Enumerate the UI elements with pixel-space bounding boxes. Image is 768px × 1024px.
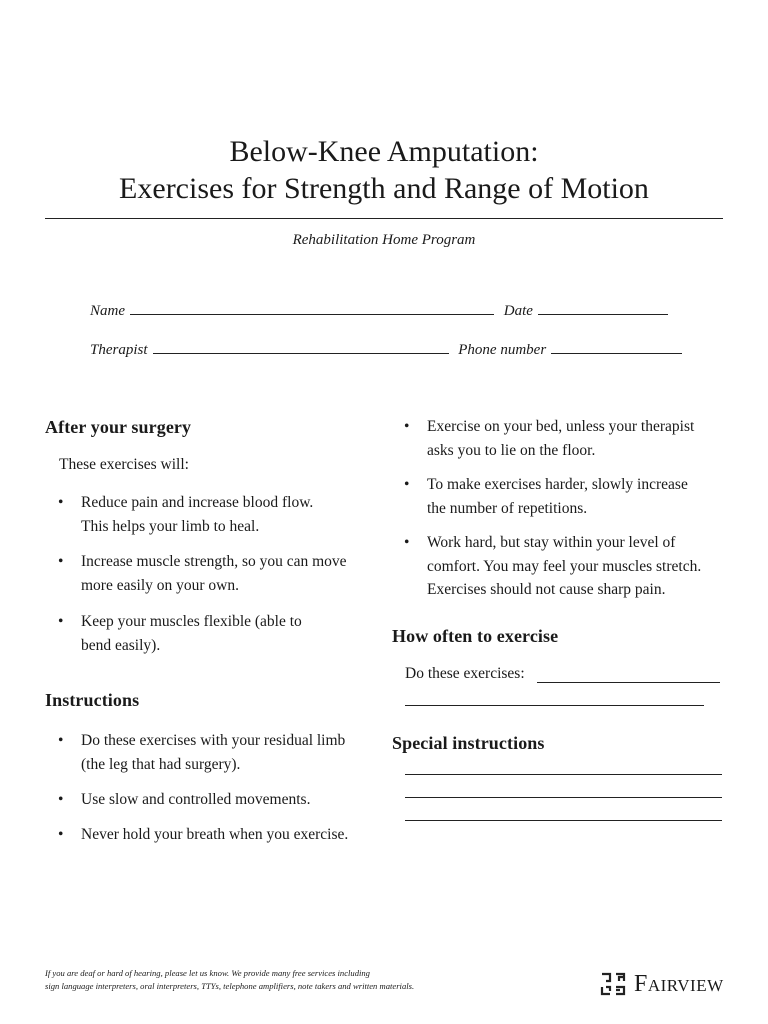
name-date-row (90, 300, 674, 320)
date-label: Date (503, 303, 533, 319)
after-surgery-heading: After your surgery (45, 417, 192, 437)
how-often-field-line-2[interactable] (405, 705, 704, 706)
name-field[interactable] (130, 300, 494, 315)
subtitle: Rehabilitation Home Program (292, 232, 476, 248)
after-surgery-intro: These exercises will: (59, 456, 189, 473)
title-divider (45, 218, 723, 219)
list-item: • Keep your muscles flexible (able to bend easily). (57, 610, 377, 657)
therapist-phone-row (90, 339, 688, 359)
special-instructions-line-2[interactable] (405, 797, 722, 798)
list-item: • To make exercises harder, slowly increase the number of repetitions. (403, 473, 743, 520)
list-item: • Reduce pain and increase blood flow. This helps your limb to heal. (57, 491, 377, 538)
after-surgery-list (57, 491, 377, 657)
list-item: • Work hard, but stay within your level of comfort. You may feel your muscles stretch. Exercises should not cause sharp pain. (403, 531, 743, 602)
special-instructions-line-3[interactable] (405, 820, 722, 821)
fairview-logo-icon (600, 971, 626, 997)
therapist-label: Therapist (90, 342, 148, 358)
fairview-logo (600, 970, 724, 998)
date-field[interactable] (538, 300, 668, 315)
list-item: • Use slow and controlled movements. (57, 788, 387, 812)
list-item: • Do these exercises with your residual limb (the leg that had surgery). (57, 729, 387, 776)
exercise-tips-list (403, 415, 743, 602)
special-instructions-line-1[interactable] (405, 774, 722, 775)
accessibility-note: If you are deaf or hard of hearing, please let us know. We provide many free services including sign language interpreters, oral interpreters, TTYs, telephone amplifiers, note takers and written materials. (45, 968, 415, 991)
special-instructions-heading: Special instructions (392, 733, 545, 753)
instructions-heading: Instructions (45, 690, 140, 710)
list-item: • Exercise on your bed, unless your therapist asks you to lie on the floor. (403, 415, 743, 462)
instructions-list (57, 729, 387, 846)
how-often-prompt: Do these exercises: (405, 665, 525, 682)
how-often-heading: How often to exercise (392, 626, 559, 646)
how-often-field[interactable] (537, 682, 720, 683)
list-item: • Increase muscle strength, so you can move more easily on your own. (57, 550, 377, 597)
page-title (0, 133, 768, 207)
phone-field[interactable] (551, 339, 682, 354)
phone-label: Phone number (458, 342, 547, 358)
therapist-field[interactable] (153, 339, 449, 354)
title-line-2: Exercises for Strength and Range of Motion (119, 172, 649, 205)
logo-text: Fairview (634, 970, 724, 997)
list-item: • Never hold your breath when you exercise. (57, 823, 387, 847)
name-label: Name (90, 303, 125, 319)
title-line-1: Below-Knee Amputation: (229, 135, 539, 168)
